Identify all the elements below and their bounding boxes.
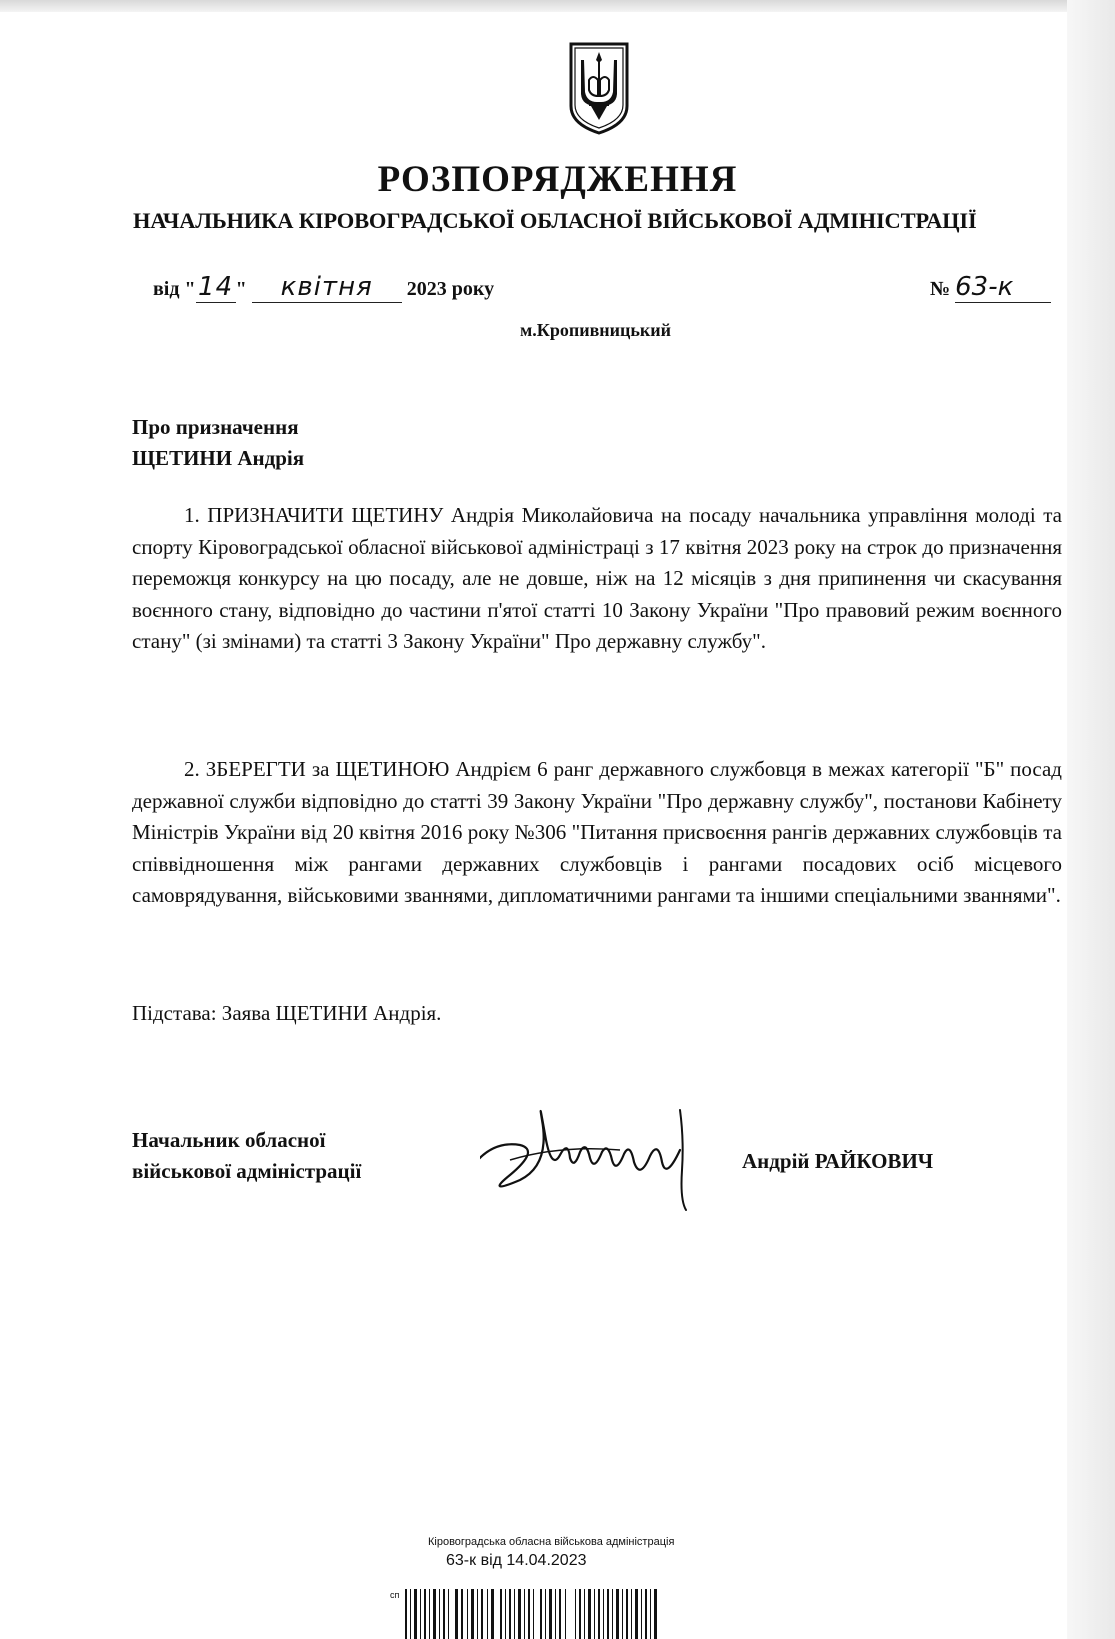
basis: Підстава: Заява ЩЕТИНИ Андрія. [132, 1001, 442, 1025]
number-prefix: № [930, 278, 951, 300]
date-line: від "14 " квітня 2023 року [153, 272, 495, 302]
city: м.Кропивницький [520, 320, 672, 340]
paragraph-2: 2. ЗБЕРЕГТИ за ЩЕТИНОЮ Андрієм 6 ранг державного службовця в межах категорії "Б" посад державної служби відповідно до статті 39 Закону України "Про державну службу", постанови Кабінету Міністрів України від 20 квітня 2016 року №306 "Питання присвоєння рангів державних службовців та співвідношення між рангами державних службовців і рангами посадових осіб місцевого самоврядування, військовими званнями, дипломатичними рангами та іншими спеціальними званнями". [132, 757, 1062, 907]
document-title: РОЗПОРЯДЖЕННЯ [377, 159, 738, 200]
document-subtitle: НАЧАЛЬНИКА КІРОВОГРАДСЬКОЇ ОБЛАСНОЇ ВІЙСЬКОВОЇ АДМІНІСТРАЦІЇ [133, 208, 977, 233]
subject-line-1: Про призначення [132, 415, 299, 439]
stamp-prefix: сп [390, 1590, 400, 1600]
subject [132, 412, 304, 474]
stamp-organization: Кіровоградська обласна військова адміністрація [428, 1536, 675, 1548]
signer-name: Андрій РАЙКОВИЧ [742, 1149, 934, 1173]
subject-line-2: ЩЕТИНИ Андрія [132, 446, 305, 470]
handwritten-day: 14 [196, 272, 236, 303]
signer-position-line-1: Начальник обласної [132, 1128, 326, 1152]
handwritten-month: квітня [252, 272, 402, 303]
barcode [405, 1589, 685, 1639]
scan-top-border [0, 0, 1115, 12]
date-prefix: від [153, 278, 180, 300]
date-year: 2023 року [406, 278, 495, 300]
stamp-registration-number: 63-к від 14.04.2023 [446, 1552, 587, 1569]
handwritten-number: 63-к [955, 272, 1051, 303]
ukraine-trident-emblem-icon [567, 40, 631, 136]
paragraph-1: 1. ПРИЗНАЧИТИ ЩЕТИНУ Андрія Миколайовича на посаду начальника управління молоді та спорту Кіровоградської обласної військової адміністраці з 17 квітня 2023 року на строк до призначення переможця конкурсу на цю посаду, але не довше, ніж на 12 місяців з дня припинення чи скасування воєнного стану, відповідно до частини п'ятої статті 10 Закону України "Про правовий режим воєнного стану" (зі змінами) та статті 3 Закону України" Про державну службу". [132, 503, 1062, 653]
document-number-line [930, 272, 1051, 303]
signer-position [132, 1125, 452, 1187]
scan-right-border [1067, 0, 1115, 1639]
handwritten-signature [480, 1100, 730, 1250]
signer-position-line-2: військової адміністрації [132, 1159, 362, 1183]
